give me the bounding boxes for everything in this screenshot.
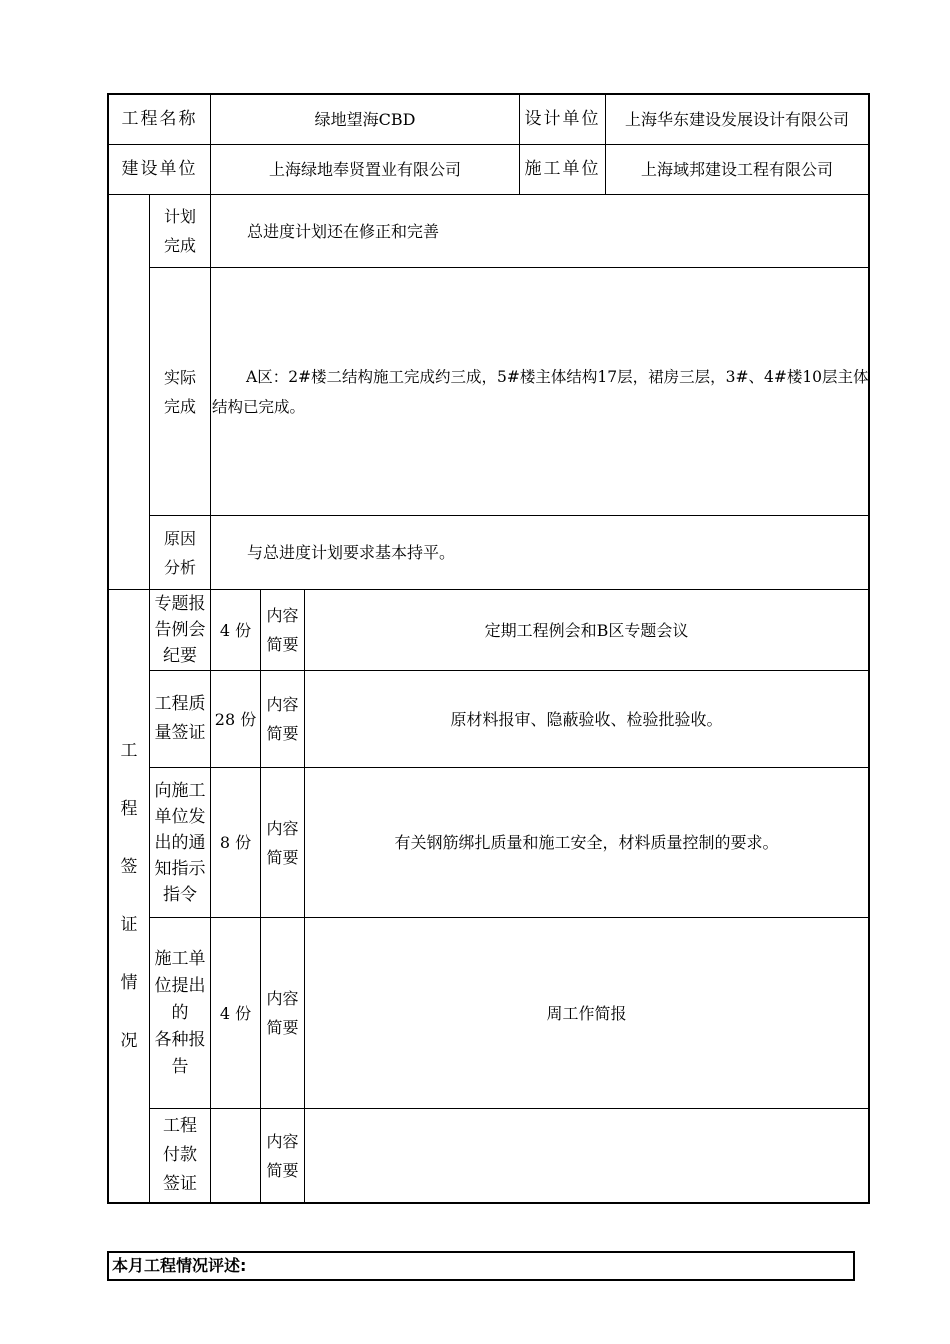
contractor-value: 上海域邦建设工程有限公司 [640, 160, 833, 179]
visa-row-3-count: 8 份 [219, 833, 252, 852]
visa-row-2-text: 原材料报审、隐蔽验收、检验批验收。 [450, 709, 723, 729]
planned-text: 总进度计划还在修正和完善 [247, 221, 440, 241]
visa-row-3-label: 向施工 单位发 出的通 知指示 指令 [154, 780, 206, 905]
visa-row-1-content-label: 内容 简要 [266, 606, 299, 654]
visa-row-1-count: 4 份 [219, 620, 252, 640]
visa-row-4-content-label: 内容 简要 [266, 989, 299, 1037]
cause-text: 与总进度计划要求基本持平。 [247, 543, 456, 562]
design-unit-value: 上海华东建设发展设计有限公司 [624, 110, 849, 129]
cause-label: 原因 分析 [163, 528, 196, 577]
planned-label: 计划 完成 [163, 207, 196, 255]
visa-row-4-label: 施工单 位提出 的 各种报 告 [154, 948, 206, 1077]
project-name-value: 绿地望海CBD [314, 110, 416, 129]
visa-row-3-content-label: 内容 简要 [266, 818, 299, 867]
project-name-label: 工程名称 [121, 109, 198, 129]
owner-value: 上海绿地奉贤置业有限公司 [268, 160, 461, 179]
monthly-summary-label: 本月工程情况评述: [112, 1256, 247, 1275]
owner-label: 建设单位 [121, 159, 198, 179]
monthly-summary-box [107, 1251, 855, 1281]
visa-row-2-count: 28 份 [214, 709, 257, 729]
actual-label: 实际 完成 [163, 367, 196, 416]
visa-row-4-count: 4 份 [219, 1003, 252, 1023]
visa-row-5-content-label: 内容 简要 [266, 1131, 299, 1180]
visa-row-5-text [305, 1109, 868, 1202]
actual-text: A区：2#楼二结构施工完成约三成，5#楼主体结构17层，裙房三层，3#、4#楼10层主体 结构已完成。 [212, 367, 869, 416]
visa-row-3-text: 有关钢筋绑扎质量和施工安全，材料质量控制的要求。 [394, 833, 779, 852]
visa-row-5-count [211, 1109, 260, 1202]
visa-row-5-label: 工程 付款 签证 [163, 1116, 197, 1194]
visa-group-label: 工 程 签 证 情 况 [120, 740, 138, 1051]
visa-row-4-text: 周工作简报 [546, 1003, 627, 1023]
visa-row-1-label: 专题报 告例会 纪要 [154, 594, 206, 666]
design-unit-label: 设计单位 [524, 109, 601, 129]
visa-row-2-label: 工程质 量签证 [154, 694, 206, 743]
visa-row-2-content-label: 内容 简要 [266, 695, 299, 743]
visa-row-1-text: 定期工程例会和B区专题会议 [484, 620, 689, 640]
contractor-label: 施工单位 [524, 159, 601, 179]
monthly-report-table [107, 93, 870, 1204]
